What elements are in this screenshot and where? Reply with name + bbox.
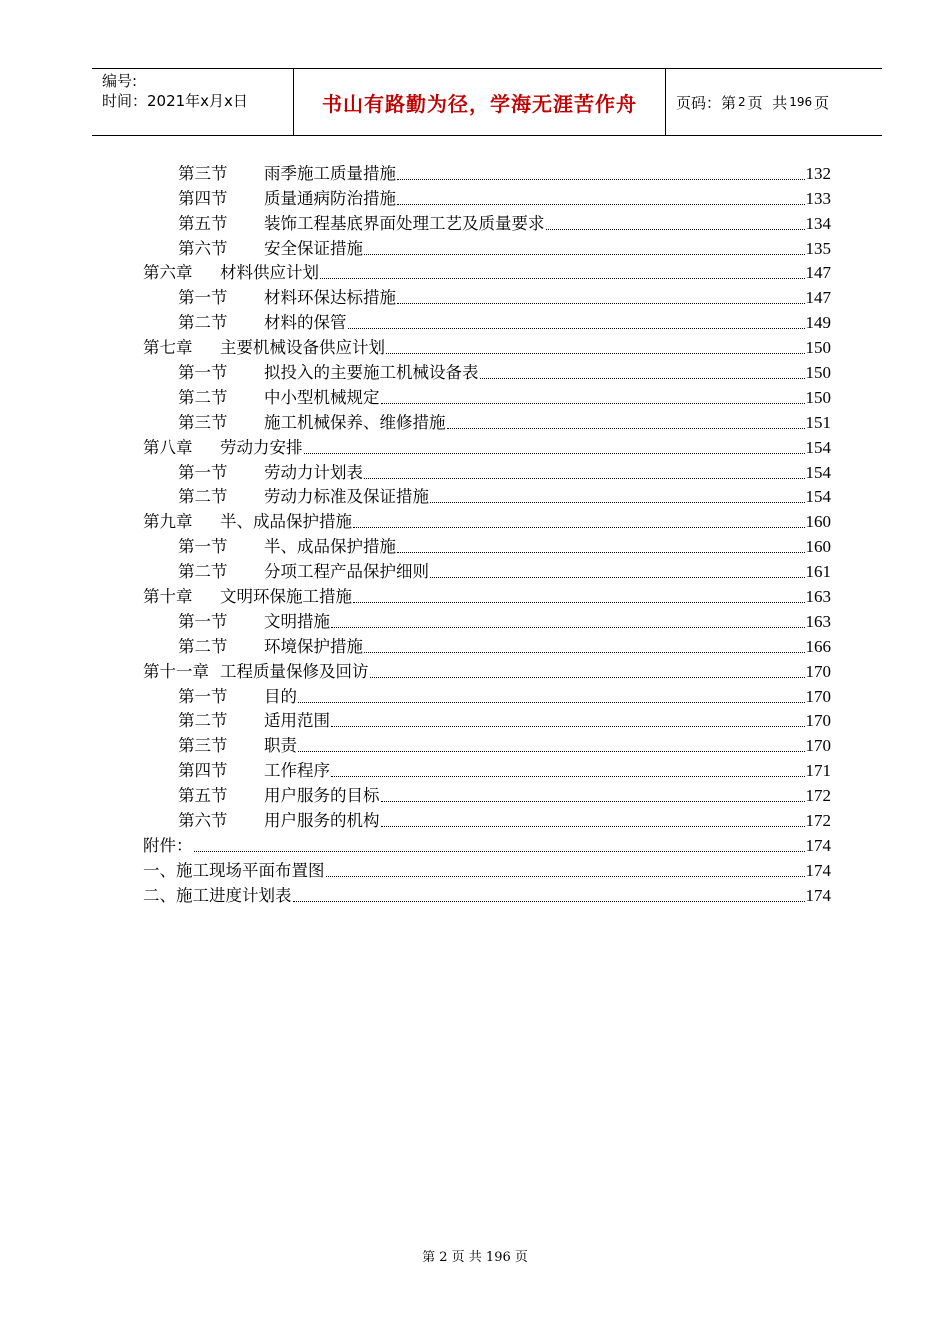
dot-leader — [546, 229, 805, 230]
toc-entry-number: 第二节 — [178, 711, 228, 731]
toc-entry[interactable] — [143, 806, 831, 831]
toc-entry-title: 中小型机械规定 — [264, 387, 380, 407]
dot-leader — [397, 179, 805, 180]
toc-entry-number: 第五节 — [178, 213, 228, 233]
dot-leader — [370, 677, 805, 678]
toc-entry[interactable] — [143, 607, 831, 632]
toc-entry-title: 施工机械保养、维修措施 — [264, 412, 446, 432]
toc-entry-page: 149 — [805, 313, 831, 333]
toc-entry-number: 第九章 — [143, 512, 193, 532]
toc-entry-title: 主要机械设备供应计划 — [220, 338, 385, 358]
page-number: 2 — [738, 95, 746, 109]
page-prefix: 页码：第 — [676, 93, 737, 112]
serial-label: 编号: — [102, 72, 138, 90]
toc-entry-title: 适用范围 — [264, 711, 330, 731]
toc-entry-page: 154 — [805, 437, 831, 457]
toc-entry-title: 质量通病防治措施 — [264, 188, 396, 208]
toc-entry-page: 135 — [805, 238, 831, 258]
dot-leader — [298, 702, 805, 703]
toc-entry-page: 163 — [805, 587, 831, 607]
toc-entry-number: 第二节 — [178, 487, 228, 507]
toc-entry-page: 170 — [805, 736, 831, 756]
toc-entry-number: 第六节 — [178, 238, 228, 258]
page-header — [92, 68, 882, 136]
toc-entry-number: 第十一章 — [143, 661, 209, 681]
dot-leader — [304, 453, 805, 454]
toc-entry[interactable] — [143, 358, 831, 383]
toc-entry-page: 172 — [805, 786, 831, 806]
toc-entry-page: 174 — [805, 885, 831, 905]
toc-entry-page: 147 — [805, 288, 831, 308]
dot-leader — [381, 403, 805, 404]
toc-entry[interactable] — [143, 881, 831, 906]
toc-entry-number: 第十章 — [143, 587, 193, 607]
toc-entry-title: 二、施工进度计划表 — [143, 885, 292, 905]
header-motto: 书山有路勤为径，学海无涯苦作舟 — [293, 69, 666, 135]
toc-entry-title: 工作程序 — [264, 761, 330, 781]
page-footer: 第 2 页 共 196 页 — [422, 1250, 528, 1265]
toc-entry-page: 170 — [805, 686, 831, 706]
toc-entry-page: 150 — [805, 387, 831, 407]
toc-entry-page: 174 — [805, 835, 831, 855]
toc-entry-title: 劳动力安排 — [220, 437, 303, 457]
toc-entry[interactable] — [143, 557, 831, 582]
toc-entry-page: 160 — [805, 512, 831, 532]
toc-entry[interactable] — [143, 682, 831, 707]
toc-entry-title: 一、施工现场平面布置图 — [143, 860, 325, 880]
toc-entry[interactable] — [143, 458, 831, 483]
toc-entry[interactable] — [143, 831, 831, 856]
page-suffix: 页 — [814, 93, 830, 112]
dot-leader — [430, 502, 805, 503]
toc-entry[interactable] — [143, 707, 831, 732]
toc-entry[interactable] — [143, 234, 831, 259]
toc-entry-page: 150 — [805, 363, 831, 383]
toc-entry[interactable] — [143, 483, 831, 508]
dot-leader — [364, 478, 805, 479]
header-page-info — [666, 69, 882, 135]
header-meta — [92, 69, 293, 135]
toc-entry-number: 第三节 — [178, 412, 228, 432]
toc-entry-title: 半、成品保护措施 — [264, 537, 396, 557]
toc-entry[interactable] — [143, 333, 831, 358]
toc-entry-page: 133 — [805, 188, 831, 208]
toc-entry-number: 第一节 — [178, 686, 228, 706]
dot-leader — [194, 851, 805, 852]
dot-leader — [348, 328, 805, 329]
dot-leader — [353, 527, 805, 528]
toc-entry-page: 172 — [805, 811, 831, 831]
toc-entry-title: 文明措施 — [264, 611, 330, 631]
toc-entry-page: 132 — [805, 163, 831, 183]
toc-entry-page: 150 — [805, 338, 831, 358]
toc-entry[interactable] — [143, 159, 831, 184]
toc-entry[interactable] — [143, 781, 831, 806]
toc-entry-number: 第二节 — [178, 313, 228, 333]
toc-entry-page: 163 — [805, 611, 831, 631]
toc-entry-number: 第三节 — [178, 736, 228, 756]
toc-entry-number: 第六节 — [178, 811, 228, 831]
toc-entry-title: 工程质量保修及回访 — [220, 661, 369, 681]
toc-entry-page: 151 — [805, 412, 831, 432]
toc-entry-title: 材料供应计划 — [220, 263, 319, 283]
page-mid: 页 共 — [747, 93, 788, 112]
dot-leader — [353, 602, 805, 603]
toc-entry-number: 第一节 — [178, 363, 228, 383]
toc-entry-page: 147 — [805, 263, 831, 283]
toc-entry-title: 材料环保达标措施 — [264, 288, 396, 308]
toc-entry[interactable] — [143, 657, 831, 682]
toc-entry-title: 环境保护措施 — [264, 636, 363, 656]
toc-entry-number: 第四节 — [178, 761, 228, 781]
toc-entry-page: 134 — [805, 213, 831, 233]
toc-entry-title: 职责 — [264, 736, 297, 756]
toc-entry[interactable] — [143, 383, 831, 408]
toc-entry[interactable] — [143, 731, 831, 756]
toc-entry[interactable] — [143, 632, 831, 657]
dot-leader — [364, 652, 805, 653]
toc-entry-number: 第一节 — [178, 611, 228, 631]
toc-entry-number: 第四节 — [178, 188, 228, 208]
toc-entry[interactable] — [143, 259, 831, 284]
toc-entry-title: 用户服务的机构 — [264, 811, 380, 831]
toc-entry-page: 171 — [805, 761, 831, 781]
dot-leader — [326, 876, 805, 877]
table-of-contents — [143, 159, 831, 906]
toc-entry-number: 第五节 — [178, 786, 228, 806]
dot-leader — [293, 901, 805, 902]
toc-entry-page: 166 — [805, 636, 831, 656]
toc-entry-number: 第二节 — [178, 636, 228, 656]
toc-entry-title: 目的 — [264, 686, 297, 706]
toc-entry-title: 材料的保管 — [264, 313, 347, 333]
dot-leader — [298, 751, 805, 752]
toc-entry[interactable] — [143, 184, 831, 209]
toc-entry[interactable] — [143, 283, 831, 308]
toc-entry[interactable] — [143, 507, 831, 532]
dot-leader — [331, 776, 805, 777]
toc-entry-title: 装饰工程基底界面处理工艺及质量要求 — [264, 213, 545, 233]
toc-entry-page: 160 — [805, 537, 831, 557]
toc-entry[interactable] — [143, 856, 831, 881]
toc-entry-title: 附件： — [143, 835, 193, 855]
toc-entry-title: 劳动力标准及保证措施 — [264, 487, 429, 507]
dot-leader — [397, 204, 805, 205]
toc-entry-number: 第六章 — [143, 263, 193, 283]
toc-entry-number: 第一节 — [178, 288, 228, 308]
dot-leader — [397, 552, 805, 553]
toc-entry-page: 154 — [805, 487, 831, 507]
toc-entry[interactable] — [143, 308, 831, 333]
page-total: 196 — [789, 95, 813, 109]
toc-entry-title: 雨季施工质量措施 — [264, 163, 396, 183]
toc-entry[interactable] — [143, 408, 831, 433]
toc-entry-page: 170 — [805, 711, 831, 731]
toc-entry[interactable] — [143, 532, 831, 557]
dot-leader — [364, 254, 805, 255]
toc-entry-page: 170 — [805, 661, 831, 681]
toc-entry-page: 154 — [805, 462, 831, 482]
dot-leader — [320, 278, 805, 279]
dot-leader — [447, 428, 805, 429]
toc-entry-number: 第七章 — [143, 338, 193, 358]
time-label: 时间：2021年x月x日 — [102, 92, 248, 110]
toc-entry[interactable] — [143, 582, 831, 607]
toc-entry-title: 文明环保施工措施 — [220, 587, 352, 607]
toc-entry[interactable] — [143, 756, 831, 781]
dot-leader — [331, 726, 805, 727]
toc-entry-title: 分项工程产品保护细则 — [264, 562, 429, 582]
toc-entry-number: 第三节 — [178, 163, 228, 183]
toc-entry-title: 用户服务的目标 — [264, 786, 380, 806]
toc-entry[interactable] — [143, 433, 831, 458]
toc-entry-number: 第二节 — [178, 387, 228, 407]
dot-leader — [381, 826, 805, 827]
toc-entry-page: 161 — [805, 562, 831, 582]
toc-entry-title: 安全保证措施 — [264, 238, 363, 258]
dot-leader — [331, 627, 805, 628]
toc-entry-title: 半、成品保护措施 — [220, 512, 352, 532]
toc-entry-number: 第一节 — [178, 537, 228, 557]
toc-entry-page: 174 — [805, 860, 831, 880]
dot-leader — [480, 378, 805, 379]
dot-leader — [397, 303, 805, 304]
dot-leader — [386, 353, 805, 354]
toc-entry-number: 第八章 — [143, 437, 193, 457]
dot-leader — [430, 577, 805, 578]
toc-entry-title: 拟投入的主要施工机械设备表 — [264, 363, 479, 383]
toc-entry-number: 第一节 — [178, 462, 228, 482]
toc-entry[interactable] — [143, 209, 831, 234]
toc-entry-number: 第二节 — [178, 562, 228, 582]
dot-leader — [381, 801, 805, 802]
toc-entry-title: 劳动力计划表 — [264, 462, 363, 482]
